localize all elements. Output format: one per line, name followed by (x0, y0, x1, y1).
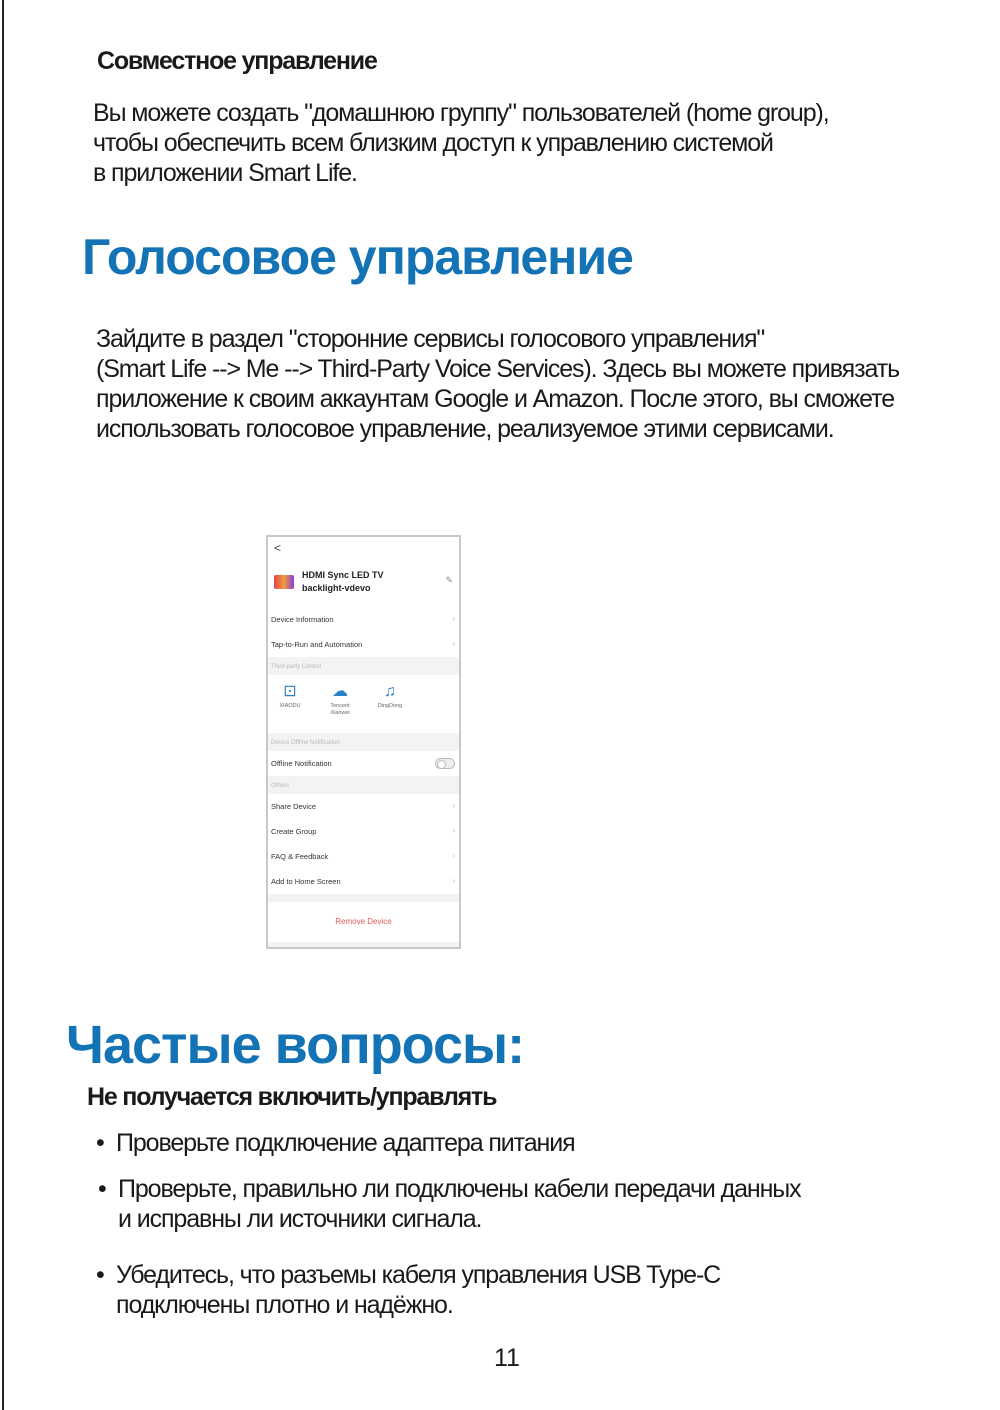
row-label: Tap-to-Run and Automation (271, 640, 363, 649)
row-tap-to-run[interactable] (268, 632, 459, 657)
row-offline-notification (268, 751, 459, 776)
device-name-line: backlight-vdevo (302, 583, 371, 593)
voice-control-text (96, 324, 899, 444)
service-name: XIAODU (279, 703, 301, 709)
cloud-icon: ☁ (332, 683, 348, 700)
bullet-dot: • (96, 1261, 104, 1289)
page-left-border (2, 0, 4, 1410)
text-line: Проверьте, правильно ли подключены кабели передачи данных (118, 1175, 801, 1203)
bullet-dot: • (96, 1129, 104, 1157)
section-label (268, 776, 459, 794)
faq-heading: Частые вопросы: (66, 1015, 525, 1075)
faq-bullet (96, 1128, 575, 1158)
chevron-right-icon: › (452, 639, 455, 648)
row-add-home-screen[interactable] (268, 869, 459, 894)
back-icon[interactable]: < (274, 541, 282, 555)
section-label (268, 657, 459, 675)
edit-icon[interactable]: ✎ (445, 575, 453, 585)
chevron-right-icon: › (452, 801, 455, 810)
service-name: Tencent Xiaowei (330, 703, 350, 716)
row-label: Create Group (271, 827, 317, 836)
voice-control-heading: Голосовое управление (82, 229, 633, 285)
row-create-group[interactable] (268, 819, 459, 844)
chevron-right-icon: › (452, 876, 455, 885)
row-device-information[interactable] (268, 607, 459, 632)
page-number: 11 (494, 1344, 520, 1372)
chevron-right-icon: › (452, 851, 455, 860)
device-thumbnail (274, 575, 294, 589)
remove-device-button[interactable]: Remove Device (268, 902, 459, 942)
service-tencent[interactable] (320, 681, 360, 717)
text-line: приложение к своим аккаунтам Google и Amazon. После этого, вы сможете (96, 385, 895, 413)
device-header (268, 537, 459, 607)
text-line: и исправны ли источники сигнала. (118, 1205, 482, 1233)
chevron-right-icon: › (452, 826, 455, 835)
offline-notification-toggle[interactable] (435, 758, 455, 769)
text-line: чтобы обеспечить всем близким доступ к управлению системой (93, 129, 773, 157)
service-dingdong[interactable] (370, 681, 410, 710)
device-name-line: HDMI Sync LED TV (302, 570, 384, 580)
row-faq-feedback[interactable] (268, 844, 459, 869)
row-label: FAQ & Feedback (271, 852, 329, 861)
row-label: Share Device (271, 802, 317, 811)
service-name: DingDong (377, 703, 403, 709)
service-xiaodu[interactable] (270, 681, 310, 710)
row-share-device[interactable] (268, 794, 459, 819)
text-line: использовать голосовое управление, реализуемое этими сервисами. (96, 415, 834, 443)
section-label-text: Others (271, 783, 290, 789)
faq-bullet (96, 1260, 721, 1320)
shared-control-text (93, 98, 829, 188)
row-label: Add to Home Screen (271, 877, 341, 886)
section-label-text: Third-party Control (271, 664, 322, 670)
text-line: Зайдите в раздел "сторонние сервисы голосового управления" (96, 325, 765, 353)
text-line: (Smart Life --> Me --> Third-Party Voice Services). Здесь вы можете привязать (96, 355, 899, 383)
text-line: Проверьте подключение адаптера питания (116, 1129, 575, 1157)
text-line: Убедитесь, что разъемы кабеля управления USB Type-C (116, 1261, 721, 1289)
faq-bullet (98, 1174, 801, 1234)
app-screenshot (266, 535, 461, 949)
third-party-services (268, 675, 459, 733)
faq-subheading: Не получается включить/управлять (87, 1083, 497, 1111)
row-label: Device Information (271, 615, 334, 624)
device-name (302, 569, 384, 595)
text-line: Вы можете создать "домашнюю группу" пользователей (home group), (93, 99, 829, 127)
text-line: в приложении Smart Life. (93, 159, 357, 187)
bullet-dot: • (98, 1175, 106, 1203)
text-line: подключены плотно и надёжно. (116, 1291, 453, 1319)
section-label-text: Device Offline Notification (271, 740, 340, 746)
section-label (268, 733, 459, 751)
chevron-right-icon: › (452, 614, 455, 623)
shared-control-heading: Совместное управление (97, 47, 377, 75)
music-note-icon: ♫ (384, 683, 396, 700)
row-label: Offline Notification (271, 759, 332, 768)
speaker-icon: ⊡ (283, 683, 297, 700)
